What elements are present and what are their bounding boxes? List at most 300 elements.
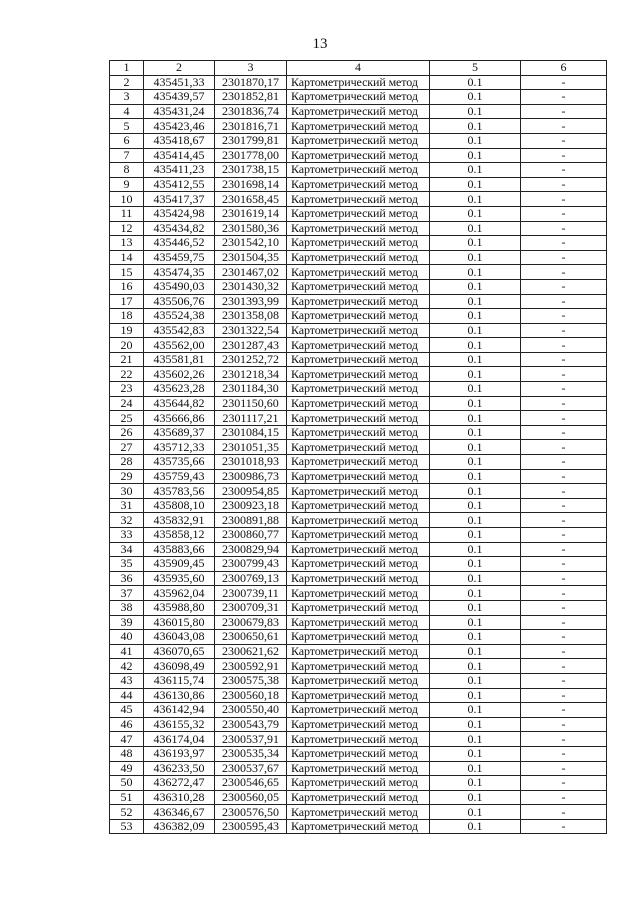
column-header-6: 6 — [521, 61, 607, 76]
point-number-cell: 50 — [110, 776, 144, 791]
point-number-cell: 30 — [110, 484, 144, 499]
description-cell: - — [521, 498, 607, 513]
accuracy-cell: 0.1 — [430, 542, 521, 557]
method-cell: Картометрический метод — [287, 250, 430, 265]
y-coordinate-cell: 2301051,35 — [215, 440, 287, 455]
accuracy-cell: 0.1 — [430, 659, 521, 674]
accuracy-cell: 0.1 — [430, 279, 521, 294]
x-coordinate-cell: 436155,32 — [144, 717, 215, 732]
y-coordinate-cell: 2301018,93 — [215, 455, 287, 470]
accuracy-cell: 0.1 — [430, 630, 521, 645]
accuracy-cell: 0.1 — [430, 761, 521, 776]
accuracy-cell: 0.1 — [430, 469, 521, 484]
page-number: 13 — [312, 36, 328, 52]
point-number-cell: 49 — [110, 761, 144, 776]
x-coordinate-cell: 436070,65 — [144, 644, 215, 659]
description-cell: - — [521, 206, 607, 221]
table-row — [110, 688, 607, 703]
table-row — [110, 615, 607, 630]
table-row — [110, 382, 607, 397]
method-cell: Картометрический метод — [287, 163, 430, 178]
table-row — [110, 440, 607, 455]
accuracy-cell: 0.1 — [430, 440, 521, 455]
accuracy-cell: 0.1 — [430, 484, 521, 499]
description-cell: - — [521, 309, 607, 324]
description-cell: - — [521, 221, 607, 236]
x-coordinate-cell: 435689,37 — [144, 425, 215, 440]
method-cell: Картометрический метод — [287, 513, 430, 528]
description-cell: - — [521, 236, 607, 251]
table-row — [110, 411, 607, 426]
x-coordinate-cell: 435562,00 — [144, 338, 215, 353]
method-cell: Картометрический метод — [287, 732, 430, 747]
description-cell: - — [521, 294, 607, 309]
x-coordinate-cell: 436193,97 — [144, 746, 215, 761]
y-coordinate-cell: 2301150,60 — [215, 396, 287, 411]
method-cell: Картометрический метод — [287, 557, 430, 572]
x-coordinate-cell: 435474,35 — [144, 265, 215, 280]
method-cell: Картометрический метод — [287, 382, 430, 397]
y-coordinate-cell: 2300650,61 — [215, 630, 287, 645]
method-cell: Картометрический метод — [287, 133, 430, 148]
description-cell: - — [521, 673, 607, 688]
method-cell: Картометрический метод — [287, 630, 430, 645]
point-number-cell: 16 — [110, 279, 144, 294]
table-body — [110, 61, 607, 834]
x-coordinate-cell: 435735,66 — [144, 455, 215, 470]
accuracy-cell: 0.1 — [430, 163, 521, 178]
x-coordinate-cell: 435451,33 — [144, 75, 215, 90]
point-number-cell: 52 — [110, 805, 144, 820]
x-coordinate-cell: 435666,86 — [144, 411, 215, 426]
x-coordinate-cell: 435490,03 — [144, 279, 215, 294]
accuracy-cell: 0.1 — [430, 557, 521, 572]
table-row — [110, 338, 607, 353]
point-number-cell: 40 — [110, 630, 144, 645]
description-cell: - — [521, 805, 607, 820]
table-row — [110, 90, 607, 105]
table-row — [110, 455, 607, 470]
accuracy-cell: 0.1 — [430, 644, 521, 659]
x-coordinate-cell: 435459,75 — [144, 250, 215, 265]
y-coordinate-cell: 2301504,35 — [215, 250, 287, 265]
x-coordinate-cell: 435712,33 — [144, 440, 215, 455]
x-coordinate-cell: 435623,28 — [144, 382, 215, 397]
point-number-cell: 34 — [110, 542, 144, 557]
x-coordinate-cell: 435412,55 — [144, 177, 215, 192]
accuracy-cell: 0.1 — [430, 673, 521, 688]
method-cell: Картометрический метод — [287, 75, 430, 90]
point-number-cell: 44 — [110, 688, 144, 703]
y-coordinate-cell: 2301836,74 — [215, 104, 287, 119]
point-number-cell: 15 — [110, 265, 144, 280]
y-coordinate-cell: 2300550,40 — [215, 703, 287, 718]
x-coordinate-cell: 436098,49 — [144, 659, 215, 674]
x-coordinate-cell: 436382,09 — [144, 819, 215, 834]
point-number-cell: 5 — [110, 119, 144, 134]
method-cell: Картометрический метод — [287, 206, 430, 221]
accuracy-cell: 0.1 — [430, 396, 521, 411]
x-coordinate-cell: 436142,94 — [144, 703, 215, 718]
table-row — [110, 761, 607, 776]
point-number-cell: 9 — [110, 177, 144, 192]
table-row — [110, 498, 607, 513]
description-cell: - — [521, 90, 607, 105]
description-cell: - — [521, 703, 607, 718]
table-row — [110, 776, 607, 791]
point-number-cell: 22 — [110, 367, 144, 382]
table-row — [110, 469, 607, 484]
table-row — [110, 367, 607, 382]
table-row — [110, 177, 607, 192]
table-row — [110, 75, 607, 90]
method-cell: Картометрический метод — [287, 571, 430, 586]
method-cell: Картометрический метод — [287, 455, 430, 470]
y-coordinate-cell: 2300891,88 — [215, 513, 287, 528]
table-row — [110, 352, 607, 367]
accuracy-cell: 0.1 — [430, 790, 521, 805]
method-cell: Картометрический метод — [287, 425, 430, 440]
method-cell: Картометрический метод — [287, 148, 430, 163]
point-number-cell: 32 — [110, 513, 144, 528]
description-cell: - — [521, 790, 607, 805]
accuracy-cell: 0.1 — [430, 236, 521, 251]
description-cell: - — [521, 396, 607, 411]
accuracy-cell: 0.1 — [430, 338, 521, 353]
method-cell: Картометрический метод — [287, 236, 430, 251]
description-cell: - — [521, 279, 607, 294]
description-cell: - — [521, 659, 607, 674]
table-row — [110, 805, 607, 820]
method-cell: Картометрический метод — [287, 776, 430, 791]
point-number-cell: 25 — [110, 411, 144, 426]
method-cell: Картометрический метод — [287, 279, 430, 294]
description-cell: - — [521, 352, 607, 367]
x-coordinate-cell: 436015,80 — [144, 615, 215, 630]
method-cell: Картометрический метод — [287, 440, 430, 455]
accuracy-cell: 0.1 — [430, 717, 521, 732]
method-cell: Картометрический метод — [287, 338, 430, 353]
description-cell: - — [521, 163, 607, 178]
accuracy-cell: 0.1 — [430, 688, 521, 703]
x-coordinate-cell: 436043,08 — [144, 630, 215, 645]
y-coordinate-cell: 2301542,10 — [215, 236, 287, 251]
x-coordinate-cell: 436272,47 — [144, 776, 215, 791]
accuracy-cell: 0.1 — [430, 819, 521, 834]
x-coordinate-cell: 435602,26 — [144, 367, 215, 382]
accuracy-cell: 0.1 — [430, 513, 521, 528]
description-cell: - — [521, 571, 607, 586]
accuracy-cell: 0.1 — [430, 746, 521, 761]
table-row — [110, 557, 607, 572]
y-coordinate-cell: 2301799,81 — [215, 133, 287, 148]
point-number-cell: 10 — [110, 192, 144, 207]
point-number-cell: 11 — [110, 206, 144, 221]
description-cell: - — [521, 104, 607, 119]
method-cell: Картометрический метод — [287, 294, 430, 309]
table-row — [110, 717, 607, 732]
y-coordinate-cell: 2301287,43 — [215, 338, 287, 353]
point-number-cell: 12 — [110, 221, 144, 236]
table-row — [110, 673, 607, 688]
accuracy-cell: 0.1 — [430, 776, 521, 791]
table-row — [110, 323, 607, 338]
method-cell: Картометрический метод — [287, 528, 430, 543]
y-coordinate-cell: 2301252,72 — [215, 352, 287, 367]
point-number-cell: 21 — [110, 352, 144, 367]
x-coordinate-cell: 435988,80 — [144, 600, 215, 615]
y-coordinate-cell: 2300621,62 — [215, 644, 287, 659]
x-coordinate-cell: 435446,52 — [144, 236, 215, 251]
description-cell: - — [521, 265, 607, 280]
point-number-cell: 29 — [110, 469, 144, 484]
point-number-cell: 8 — [110, 163, 144, 178]
table-row — [110, 790, 607, 805]
accuracy-cell: 0.1 — [430, 586, 521, 601]
y-coordinate-cell: 2300769,13 — [215, 571, 287, 586]
method-cell: Картометрический метод — [287, 352, 430, 367]
point-number-cell: 51 — [110, 790, 144, 805]
method-cell: Картометрический метод — [287, 790, 430, 805]
accuracy-cell: 0.1 — [430, 615, 521, 630]
method-cell: Картометрический метод — [287, 221, 430, 236]
accuracy-cell: 0.1 — [430, 192, 521, 207]
description-cell: - — [521, 586, 607, 601]
point-number-cell: 31 — [110, 498, 144, 513]
x-coordinate-cell: 435581,81 — [144, 352, 215, 367]
point-number-cell: 23 — [110, 382, 144, 397]
table-header-row — [110, 61, 607, 76]
method-cell: Картометрический метод — [287, 104, 430, 119]
description-cell: - — [521, 411, 607, 426]
y-coordinate-cell: 2300543,79 — [215, 717, 287, 732]
description-cell: - — [521, 528, 607, 543]
table-row — [110, 192, 607, 207]
x-coordinate-cell: 435832,91 — [144, 513, 215, 528]
description-cell: - — [521, 732, 607, 747]
y-coordinate-cell: 2301619,14 — [215, 206, 287, 221]
method-cell: Картометрический метод — [287, 644, 430, 659]
x-coordinate-cell: 435434,82 — [144, 221, 215, 236]
y-coordinate-cell: 2300575,38 — [215, 673, 287, 688]
point-number-cell: 42 — [110, 659, 144, 674]
description-cell: - — [521, 600, 607, 615]
table-row — [110, 250, 607, 265]
x-coordinate-cell: 435783,56 — [144, 484, 215, 499]
y-coordinate-cell: 2300537,91 — [215, 732, 287, 747]
description-cell: - — [521, 250, 607, 265]
x-coordinate-cell: 435506,76 — [144, 294, 215, 309]
x-coordinate-cell: 435759,43 — [144, 469, 215, 484]
y-coordinate-cell: 2301778,00 — [215, 148, 287, 163]
method-cell: Картометрический метод — [287, 586, 430, 601]
description-cell: - — [521, 557, 607, 572]
y-coordinate-cell: 2300679,83 — [215, 615, 287, 630]
column-header-2: 2 — [144, 61, 215, 76]
accuracy-cell: 0.1 — [430, 250, 521, 265]
point-number-cell: 48 — [110, 746, 144, 761]
method-cell: Картометрический метод — [287, 90, 430, 105]
y-coordinate-cell: 2300799,43 — [215, 557, 287, 572]
column-header-1: 1 — [110, 61, 144, 76]
accuracy-cell: 0.1 — [430, 104, 521, 119]
table-row — [110, 206, 607, 221]
description-cell: - — [521, 688, 607, 703]
description-cell: - — [521, 75, 607, 90]
point-number-cell: 43 — [110, 673, 144, 688]
method-cell: Картометрический метод — [287, 367, 430, 382]
accuracy-cell: 0.1 — [430, 133, 521, 148]
accuracy-cell: 0.1 — [430, 571, 521, 586]
table-row — [110, 644, 607, 659]
method-cell: Картометрический метод — [287, 323, 430, 338]
description-cell: - — [521, 338, 607, 353]
table-row — [110, 586, 607, 601]
point-number-cell: 2 — [110, 75, 144, 90]
y-coordinate-cell: 2301218,34 — [215, 367, 287, 382]
accuracy-cell: 0.1 — [430, 455, 521, 470]
description-cell: - — [521, 148, 607, 163]
point-number-cell: 13 — [110, 236, 144, 251]
accuracy-cell: 0.1 — [430, 382, 521, 397]
table-row — [110, 133, 607, 148]
point-number-cell: 38 — [110, 600, 144, 615]
description-cell: - — [521, 382, 607, 397]
x-coordinate-cell: 435935,60 — [144, 571, 215, 586]
table-row — [110, 119, 607, 134]
description-cell: - — [521, 513, 607, 528]
y-coordinate-cell: 2300709,31 — [215, 600, 287, 615]
accuracy-cell: 0.1 — [430, 119, 521, 134]
point-number-cell: 14 — [110, 250, 144, 265]
method-cell: Картометрический метод — [287, 688, 430, 703]
table-row — [110, 630, 607, 645]
method-cell: Картометрический метод — [287, 819, 430, 834]
x-coordinate-cell: 436310,28 — [144, 790, 215, 805]
description-cell: - — [521, 819, 607, 834]
y-coordinate-cell: 2300829,94 — [215, 542, 287, 557]
point-number-cell: 47 — [110, 732, 144, 747]
description-cell: - — [521, 469, 607, 484]
y-coordinate-cell: 2301870,17 — [215, 75, 287, 90]
point-number-cell: 26 — [110, 425, 144, 440]
accuracy-cell: 0.1 — [430, 323, 521, 338]
y-coordinate-cell: 2301852,81 — [215, 90, 287, 105]
description-cell: - — [521, 717, 607, 732]
table-row — [110, 221, 607, 236]
point-number-cell: 33 — [110, 528, 144, 543]
point-number-cell: 28 — [110, 455, 144, 470]
point-number-cell: 39 — [110, 615, 144, 630]
column-header-5: 5 — [430, 61, 521, 76]
method-cell: Картометрический метод — [287, 659, 430, 674]
accuracy-cell: 0.1 — [430, 294, 521, 309]
point-number-cell: 24 — [110, 396, 144, 411]
x-coordinate-cell: 436233,50 — [144, 761, 215, 776]
accuracy-cell: 0.1 — [430, 221, 521, 236]
x-coordinate-cell: 435858,12 — [144, 528, 215, 543]
point-number-cell: 18 — [110, 309, 144, 324]
table-row — [110, 425, 607, 440]
method-cell: Картометрический метод — [287, 484, 430, 499]
y-coordinate-cell: 2301184,30 — [215, 382, 287, 397]
accuracy-cell: 0.1 — [430, 411, 521, 426]
method-cell: Картометрический метод — [287, 309, 430, 324]
x-coordinate-cell: 435414,45 — [144, 148, 215, 163]
table-row — [110, 484, 607, 499]
y-coordinate-cell: 2300954,85 — [215, 484, 287, 499]
y-coordinate-cell: 2301738,15 — [215, 163, 287, 178]
description-cell: - — [521, 192, 607, 207]
point-number-cell: 36 — [110, 571, 144, 586]
accuracy-cell: 0.1 — [430, 528, 521, 543]
accuracy-cell: 0.1 — [430, 732, 521, 747]
table-row — [110, 163, 607, 178]
column-header-3: 3 — [215, 61, 287, 76]
table-row — [110, 571, 607, 586]
point-number-cell: 37 — [110, 586, 144, 601]
description-cell: - — [521, 177, 607, 192]
table-row — [110, 819, 607, 834]
accuracy-cell: 0.1 — [430, 498, 521, 513]
description-cell: - — [521, 425, 607, 440]
x-coordinate-cell: 435423,46 — [144, 119, 215, 134]
accuracy-cell: 0.1 — [430, 177, 521, 192]
x-coordinate-cell: 435883,66 — [144, 542, 215, 557]
y-coordinate-cell: 2301430,32 — [215, 279, 287, 294]
point-number-cell: 20 — [110, 338, 144, 353]
table-row — [110, 279, 607, 294]
method-cell: Картометрический метод — [287, 396, 430, 411]
x-coordinate-cell: 435524,38 — [144, 309, 215, 324]
description-cell: - — [521, 455, 607, 470]
x-coordinate-cell: 436174,04 — [144, 732, 215, 747]
x-coordinate-cell: 435909,45 — [144, 557, 215, 572]
x-coordinate-cell: 435418,67 — [144, 133, 215, 148]
x-coordinate-cell: 435644,82 — [144, 396, 215, 411]
y-coordinate-cell: 2300576,50 — [215, 805, 287, 820]
description-cell: - — [521, 484, 607, 499]
accuracy-cell: 0.1 — [430, 148, 521, 163]
x-coordinate-cell: 435431,24 — [144, 104, 215, 119]
table-row — [110, 732, 607, 747]
point-number-cell: 27 — [110, 440, 144, 455]
method-cell: Картометрический метод — [287, 498, 430, 513]
table-row — [110, 513, 607, 528]
point-number-cell: 46 — [110, 717, 144, 732]
table-row — [110, 265, 607, 280]
description-cell: - — [521, 630, 607, 645]
table-row — [110, 309, 607, 324]
method-cell: Картометрический метод — [287, 717, 430, 732]
method-cell: Картометрический метод — [287, 673, 430, 688]
x-coordinate-cell: 435439,57 — [144, 90, 215, 105]
description-cell: - — [521, 542, 607, 557]
description-cell: - — [521, 323, 607, 338]
table-row — [110, 542, 607, 557]
x-coordinate-cell: 435417,37 — [144, 192, 215, 207]
x-coordinate-cell: 435808,10 — [144, 498, 215, 513]
description-cell: - — [521, 776, 607, 791]
table-row — [110, 396, 607, 411]
description-cell: - — [521, 367, 607, 382]
y-coordinate-cell: 2301816,71 — [215, 119, 287, 134]
method-cell: Картометрический метод — [287, 542, 430, 557]
method-cell: Картометрический метод — [287, 119, 430, 134]
y-coordinate-cell: 2300860,77 — [215, 528, 287, 543]
y-coordinate-cell: 2300595,43 — [215, 819, 287, 834]
y-coordinate-cell: 2300739,11 — [215, 586, 287, 601]
